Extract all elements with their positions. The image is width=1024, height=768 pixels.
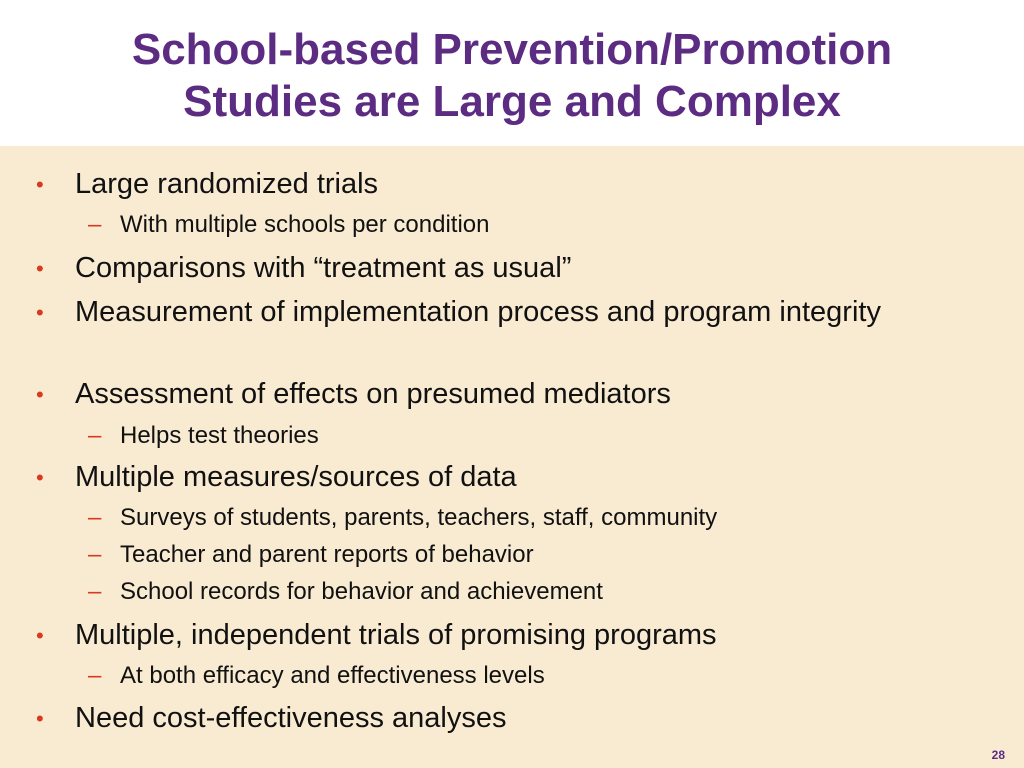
bullet-item xyxy=(36,294,955,331)
sub-bullet-item xyxy=(88,421,960,451)
sub-bullet-item xyxy=(88,210,960,240)
bullet-item xyxy=(36,376,955,413)
sub-bullet-item xyxy=(88,503,960,533)
slide-title-line-2: Studies are Large and Complex xyxy=(183,77,841,126)
bullet-dot-icon: • xyxy=(36,300,44,325)
bullet-text: Comparisons with “treatment as usual” xyxy=(75,252,572,284)
dash-icon: – xyxy=(88,211,102,238)
dash-icon: – xyxy=(88,662,102,689)
sub-bullet-text: Surveys of students, parents, teachers, staff, community xyxy=(120,504,718,531)
bullet-item xyxy=(36,166,955,203)
bullet-item xyxy=(36,250,955,287)
bullet-dot-icon: • xyxy=(36,382,44,407)
dash-icon: – xyxy=(88,504,102,531)
bullet-dot-icon: • xyxy=(36,623,44,648)
bullet-dot-icon: • xyxy=(36,706,44,731)
bullet-text: Large randomized trials xyxy=(75,168,379,200)
sub-bullet-item xyxy=(88,577,960,607)
bullet-text: Multiple, independent trials of promising programs xyxy=(75,619,717,651)
bullet-text: Measurement of implementation process and program integrity xyxy=(75,296,881,328)
page-number: 28 xyxy=(991,748,1005,762)
sub-bullet-text: With multiple schools per condition xyxy=(120,211,490,238)
sub-bullet-text: Helps test theories xyxy=(120,422,319,449)
dash-icon: – xyxy=(88,541,102,568)
sub-bullet-item xyxy=(88,540,960,570)
sub-bullet-text: Teacher and parent reports of behavior xyxy=(120,541,534,568)
bullet-dot-icon: • xyxy=(36,172,44,197)
bullet-text: Multiple measures/sources of data xyxy=(75,461,517,493)
bullet-text: Need cost-effectiveness analyses xyxy=(75,702,507,734)
bullet-item xyxy=(36,617,955,654)
sub-bullet-text: School records for behavior and achievement xyxy=(120,578,603,605)
dash-icon: – xyxy=(88,578,102,605)
bullet-item xyxy=(36,459,955,496)
dash-icon: – xyxy=(88,422,102,449)
slide-title-line-1: School-based Prevention/Promotion xyxy=(131,25,893,74)
bullet-item xyxy=(36,700,955,737)
sub-bullet-item xyxy=(88,661,960,691)
bullet-dot-icon: • xyxy=(36,465,44,490)
bullet-dot-icon: • xyxy=(36,256,44,281)
sub-bullet-text: At both efficacy and effectiveness levels xyxy=(120,662,545,689)
bullet-text: Assessment of effects on presumed mediators xyxy=(75,378,671,410)
